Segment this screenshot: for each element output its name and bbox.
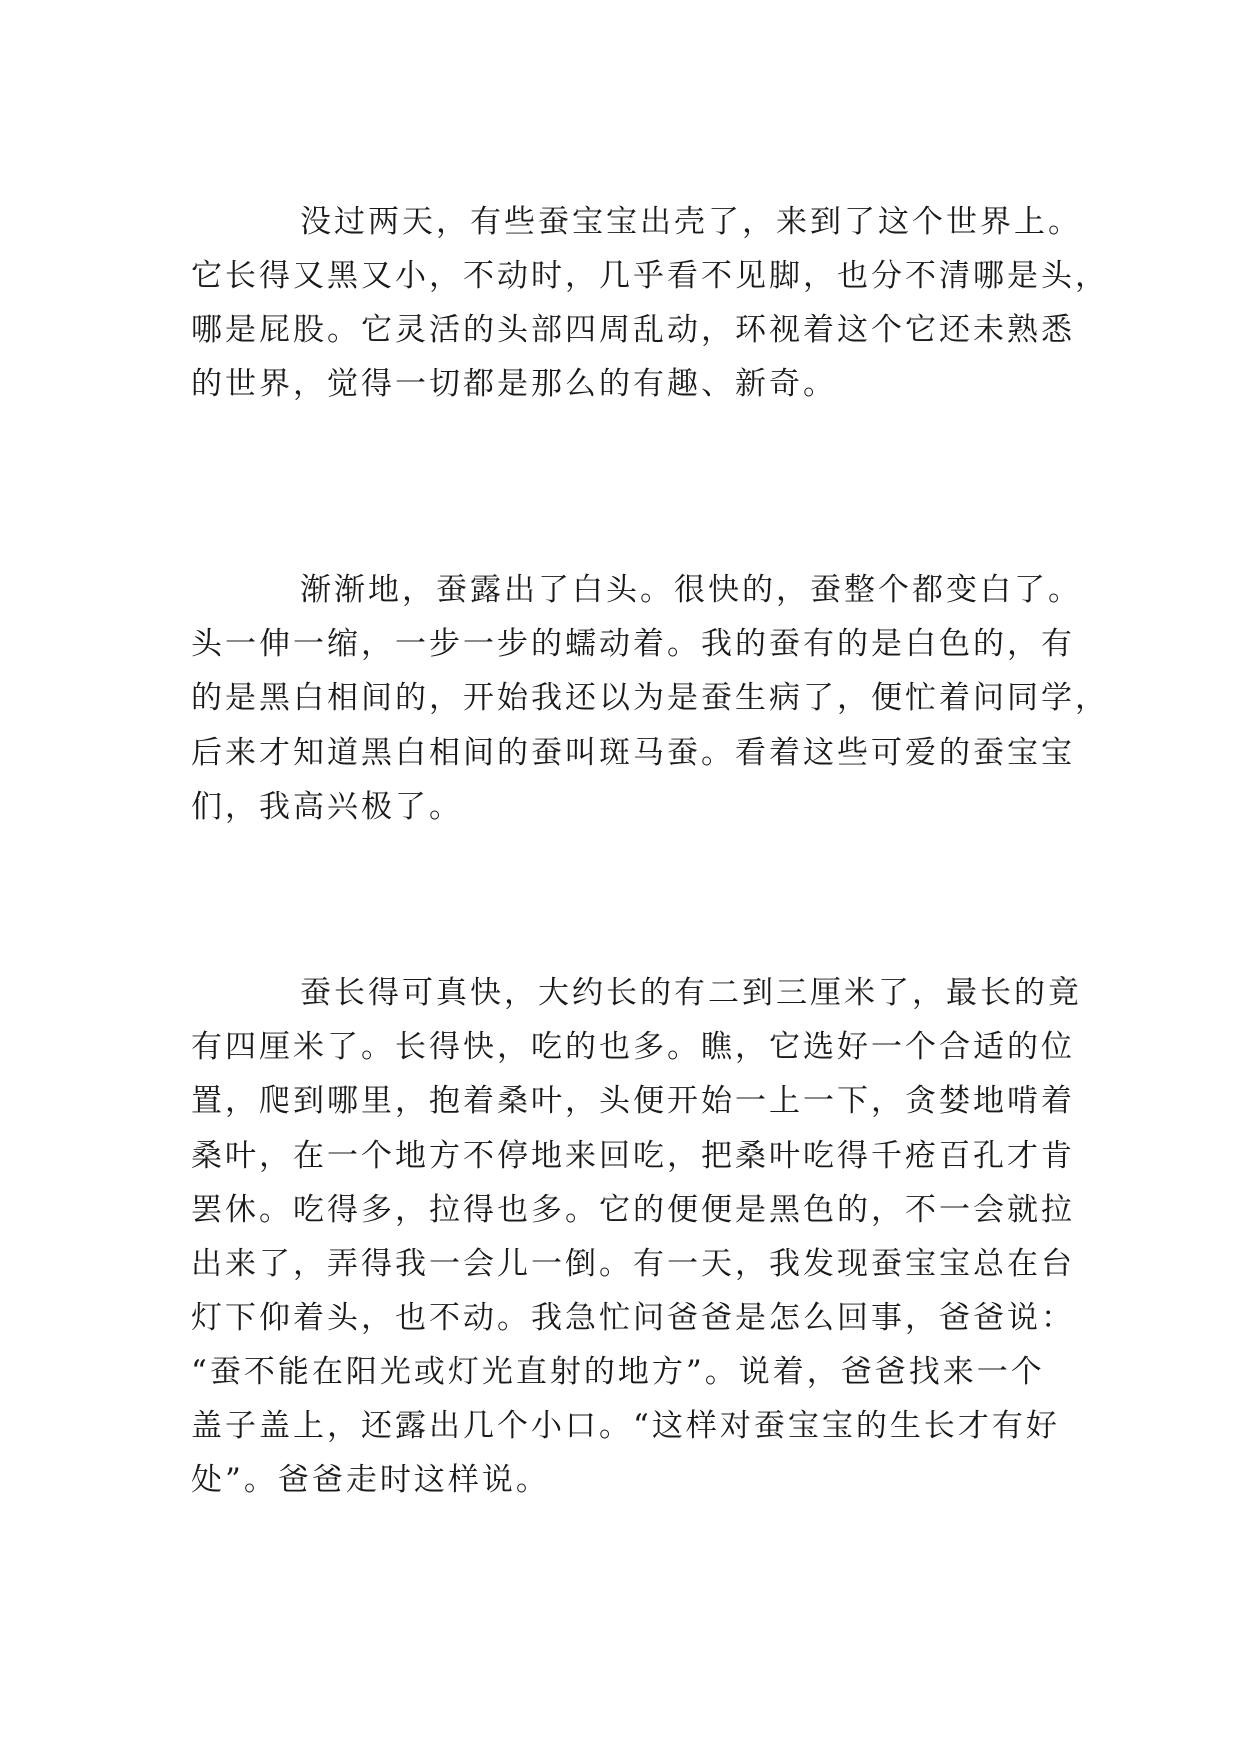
paragraph-line: 的世界，觉得一切都是那么的有趣、新奇。 <box>191 366 837 402</box>
paragraph-line: 罢休。吃得多，拉得也多。它的便便是黑色的，不一会就拉 <box>191 1192 1075 1228</box>
paragraph-line: 有四厘米了。长得快，吃的也多。瞧，它选好一个合适的位 <box>191 1029 1075 1065</box>
paragraph-line: 没过两天，有些蚕宝宝出壳了，来到了这个世界上。 <box>300 204 1082 240</box>
paragraph-line: 的是黑白相间的，开始我还以为是蚕生病了，便忙着问同学， <box>191 680 1109 716</box>
paragraph-line: 哪是屁股。它灵活的头部四周乱动，环视着这个它还未熟悉 <box>191 312 1075 348</box>
paragraph-line: 蚕长得可真快，大约长的有二到三厘米了，最长的竟 <box>300 975 1082 1011</box>
paragraph-line: 出来了，弄得我一会儿一倒。有一天，我发现蚕宝宝总在台 <box>191 1246 1075 1282</box>
paragraph-line: “蚕不能在阳光或灯光直射的地方”。说着，爸爸找来一个 <box>191 1354 1045 1390</box>
paragraph-line: 头一伸一缩，一步一步的蠕动着。我的蚕有的是白色的，有 <box>191 626 1075 662</box>
paragraph-line: 处”。爸爸走时这样说。 <box>191 1462 550 1498</box>
paragraph-line: 灯下仰着头，也不动。我急忙问爸爸是怎么回事，爸爸说： <box>191 1300 1075 1336</box>
paragraph-line: 们，我高兴极了。 <box>191 789 463 825</box>
paragraph-line: 置，爬到哪里，抱着桑叶，头便开始一上一下，贪婪地啃着 <box>191 1083 1075 1119</box>
paragraph-line: 渐渐地，蚕露出了白头。很快的，蚕整个都变白了。 <box>300 572 1082 608</box>
paragraph-line: 它长得又黑又小，不动时，几乎看不见脚，也分不清哪是头， <box>191 258 1109 294</box>
paragraph-line: 盖子盖上，还露出几个小口。“这样对蚕宝宝的生长才有好 <box>191 1408 1060 1444</box>
paragraph-line: 后来才知道黑白相间的蚕叫斑马蚕。看着这些可爱的蚕宝宝 <box>191 735 1075 771</box>
paragraph-line: 桑叶，在一个地方不停地来回吃，把桑叶吃得千疮百孔才肯 <box>191 1138 1075 1174</box>
